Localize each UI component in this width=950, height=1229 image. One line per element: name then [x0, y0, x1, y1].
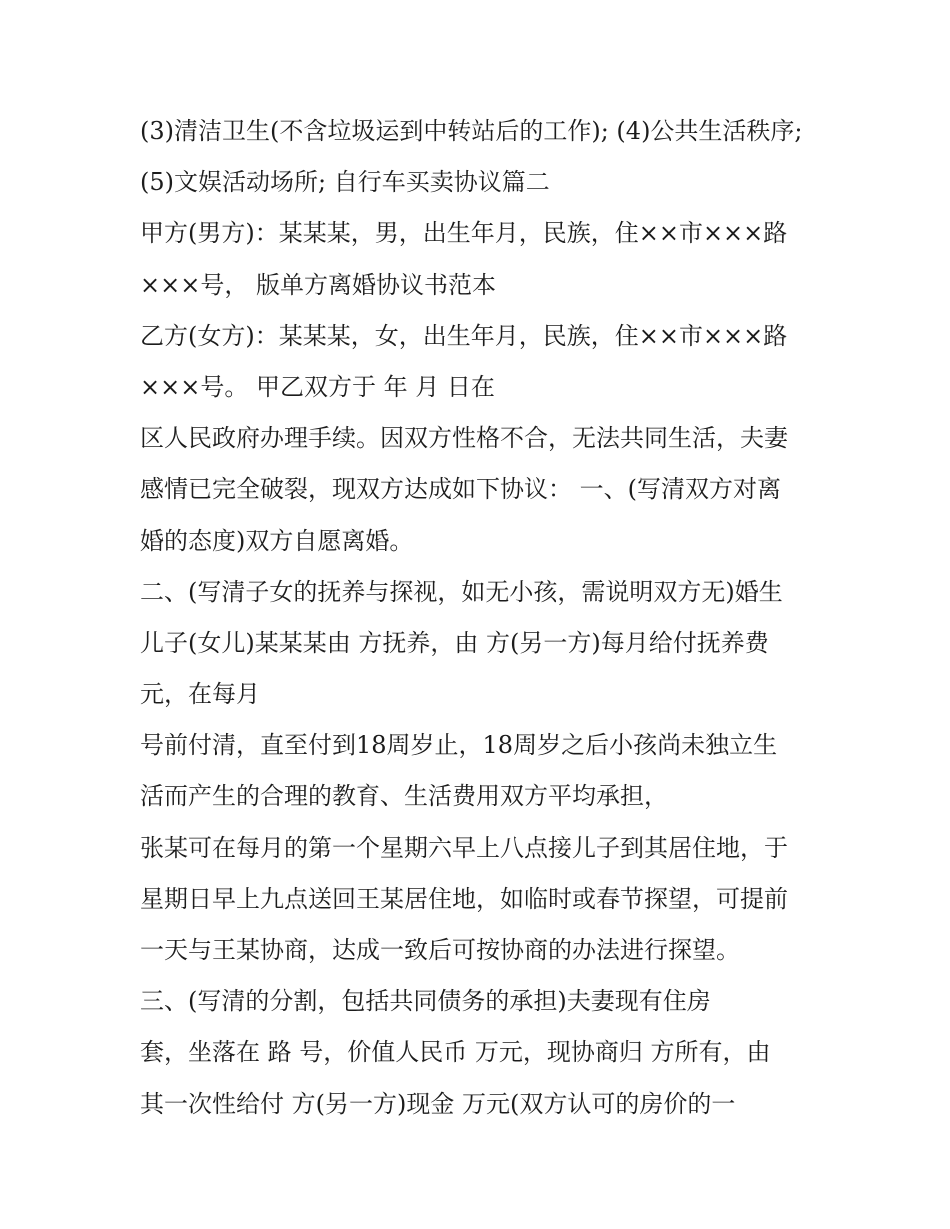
text-line: 张某可在每月的第一个星期六早上八点接儿子到其居住地，于	[140, 833, 788, 862]
text-line: 感情已完全破裂，现双方达成如下协议： 一、(写清双方对离	[140, 475, 781, 504]
text-line: 婚的态度)双方自愿离婚。	[140, 526, 414, 555]
text-line: 其一次性给付 方(另一方)现金 万元(双方认可的房价的一	[140, 1089, 736, 1118]
text-line: 儿子(女儿)某某某由 方抚养，由 方(另一方)每月给付抚养费	[140, 628, 769, 657]
text-line: 三、(写清的分割，包括共同债务的承担)夫妻现有住房	[140, 987, 711, 1016]
document-body	[140, 106, 830, 1130]
text-line: ×××号， 版单方离婚协议书范本	[140, 270, 496, 299]
text-line: 一天与王某协商，达成一致后可按协商的办法进行探望。	[140, 936, 740, 964]
text-line: ×××号。 甲乙双方于 年 月 日在	[140, 372, 495, 401]
text-line: (5)文娱活动场所; 自行车买卖协议篇二	[140, 168, 550, 197]
text-line: 二、(写清子女的抚养与探视，如无小孩，需说明双方无)婚生	[140, 577, 783, 606]
text-line: (3)清洁卫生(不含垃圾运到中转站后的工作); (4)公共生活秩序;	[140, 117, 803, 145]
text-line: 甲方(男方)：某某某，男，出生年月，民族，住××市×××路	[140, 219, 788, 248]
text-line: 号前付清，直至付到18周岁止，18周岁之后小孩尚未独立生	[140, 731, 778, 760]
text-line: 套，坐落在 路 号，价值人民币 万元，现协商归 方所有，由	[140, 1038, 771, 1067]
text-line: 星期日早上九点送回王某居住地，如临时或春节探望，可提前	[140, 884, 788, 913]
text-line: 区人民政府办理手续。因双方性格不合，无法共同生活，夫妻	[140, 424, 788, 453]
text-line: 乙方(女方)：某某某，女，出生年月，民族，住××市×××路	[140, 321, 788, 350]
text-line: 活而产生的合理的教育、生活费用双方平均承担，	[140, 782, 668, 811]
text-line: 元，在每月	[140, 680, 260, 709]
